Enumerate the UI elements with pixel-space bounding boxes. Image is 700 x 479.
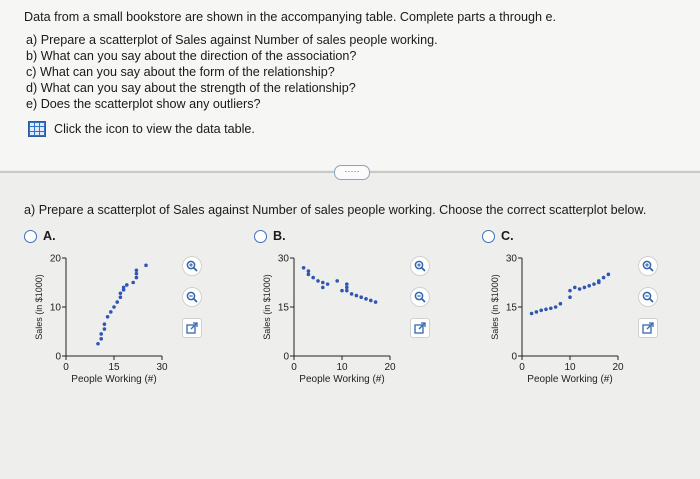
data-point xyxy=(345,282,349,286)
scatterplot-b xyxy=(258,250,408,400)
popout-icon xyxy=(414,322,426,334)
zoom-in-icon xyxy=(414,260,426,272)
zoom-out-icon xyxy=(186,291,198,303)
zoom-out-b-button[interactable] xyxy=(410,287,430,307)
data-point xyxy=(602,276,606,280)
data-point xyxy=(135,268,139,272)
x-tick-label: 0 xyxy=(291,362,297,373)
x-axis-label: People Working (#) xyxy=(71,374,157,385)
y-axis-label: Sales (in $1000) xyxy=(262,274,272,340)
data-point xyxy=(135,276,139,280)
question-a: a) Prepare a scatterplot of Sales against Number of sales people working. xyxy=(26,33,438,47)
data-point xyxy=(559,302,563,306)
x-tick-label: 20 xyxy=(612,362,624,373)
x-tick-label: 0 xyxy=(519,362,525,373)
data-point xyxy=(355,294,359,298)
data-point xyxy=(307,269,311,273)
data-point xyxy=(307,273,311,277)
option-c-label: C. xyxy=(501,229,514,243)
popout-b-button[interactable] xyxy=(410,318,430,338)
data-point xyxy=(103,327,107,331)
x-tick-label: 10 xyxy=(564,362,576,373)
zoom-out-icon xyxy=(642,291,654,303)
expand-more-button[interactable]: ····· xyxy=(334,165,370,180)
data-point xyxy=(96,342,100,346)
scatterplot-a xyxy=(30,250,180,400)
option-a-radio[interactable] xyxy=(24,230,37,243)
data-point xyxy=(109,310,113,314)
x-tick-label: 30 xyxy=(156,362,168,373)
data-point xyxy=(103,322,107,326)
data-point xyxy=(122,286,126,290)
data-point xyxy=(302,266,306,270)
question-c: c) What can you say about the form of the relationship? xyxy=(26,65,335,79)
popout-a-button[interactable] xyxy=(182,318,202,338)
option-b-label: B. xyxy=(273,229,286,243)
option-a-label: A. xyxy=(43,229,56,243)
option-b-radio[interactable] xyxy=(254,230,267,243)
data-point xyxy=(345,289,349,293)
question-d: d) What can you say about the strength of the relationship? xyxy=(26,81,356,95)
data-point xyxy=(359,295,363,299)
data-point xyxy=(321,281,325,285)
question-panel xyxy=(0,0,700,170)
data-point xyxy=(321,286,325,290)
data-point xyxy=(112,305,116,309)
y-tick-label: 20 xyxy=(49,253,61,265)
data-point xyxy=(578,287,582,291)
zoom-out-c-button[interactable] xyxy=(638,287,658,307)
data-point xyxy=(340,289,344,293)
data-point xyxy=(592,282,596,286)
option-c-radio[interactable] xyxy=(482,230,495,243)
x-tick-label: 15 xyxy=(108,362,120,373)
option-c[interactable] xyxy=(482,229,514,243)
popout-c-button[interactable] xyxy=(638,318,658,338)
data-point xyxy=(607,273,611,277)
data-point xyxy=(106,315,110,319)
data-table-icon[interactable] xyxy=(28,121,46,137)
y-tick-label: 0 xyxy=(511,351,517,363)
intro-text: Data from a small bookstore are shown in the accompanying table. Complete parts a through e. xyxy=(24,10,557,24)
zoom-out-a-button[interactable] xyxy=(182,287,202,307)
data-point xyxy=(369,299,373,303)
y-axis-label: Sales (in $1000) xyxy=(490,274,500,340)
y-tick-label: 30 xyxy=(505,253,517,265)
data-point xyxy=(544,307,548,311)
data-point xyxy=(587,284,591,288)
data-point xyxy=(326,282,330,286)
y-tick-label: 30 xyxy=(277,253,289,265)
data-point xyxy=(554,305,558,309)
data-point xyxy=(135,272,139,276)
data-point xyxy=(125,283,129,287)
popout-icon xyxy=(642,322,654,334)
data-point xyxy=(350,292,354,296)
y-tick-label: 0 xyxy=(283,351,289,363)
zoom-in-icon xyxy=(186,260,198,272)
data-point xyxy=(144,264,148,268)
data-point xyxy=(364,297,368,301)
data-point xyxy=(374,300,378,304)
data-point xyxy=(568,295,572,299)
y-tick-label: 15 xyxy=(277,302,289,314)
data-point xyxy=(345,286,349,290)
x-tick-label: 10 xyxy=(336,362,348,373)
data-point xyxy=(99,337,103,341)
zoom-out-icon xyxy=(414,291,426,303)
zoom-in-c-button[interactable] xyxy=(638,256,658,276)
data-point xyxy=(99,332,103,336)
part-a-prompt: a) Prepare a scatterplot of Sales against Number of sales people working. Choose the correct scatterplot below. xyxy=(24,203,647,217)
zoom-in-icon xyxy=(642,260,654,272)
y-tick-label: 0 xyxy=(55,351,61,363)
option-b[interactable] xyxy=(254,229,286,243)
question-b: b) What can you say about the direction of the association? xyxy=(26,49,357,63)
option-a[interactable] xyxy=(24,229,56,243)
x-axis-label: People Working (#) xyxy=(299,374,385,385)
data-point xyxy=(115,300,119,304)
scatterplot-c xyxy=(486,250,636,400)
question-e: e) Does the scatterplot show any outliers? xyxy=(26,97,261,111)
y-tick-label: 10 xyxy=(49,302,61,314)
zoom-in-a-button[interactable] xyxy=(182,256,202,276)
data-point xyxy=(131,281,135,285)
data-point xyxy=(583,286,587,290)
data-point xyxy=(119,291,123,295)
y-tick-label: 15 xyxy=(505,302,517,314)
y-axis-label: Sales (in $1000) xyxy=(34,274,44,340)
data-point xyxy=(335,279,339,283)
zoom-in-b-button[interactable] xyxy=(410,256,430,276)
data-point xyxy=(119,295,123,299)
x-tick-label: 20 xyxy=(384,362,396,373)
data-table-link-label: Click the icon to view the data table. xyxy=(54,122,255,136)
data-point xyxy=(568,289,572,293)
data-point xyxy=(549,307,553,311)
data-point xyxy=(535,310,539,314)
data-point xyxy=(573,286,577,290)
data-point xyxy=(311,276,315,280)
data-table-link[interactable] xyxy=(28,121,255,137)
data-point xyxy=(597,279,601,283)
popout-icon xyxy=(186,322,198,334)
data-point xyxy=(539,308,543,312)
data-point xyxy=(316,279,320,283)
x-axis-label: People Working (#) xyxy=(527,374,613,385)
data-point xyxy=(530,312,534,316)
x-tick-label: 0 xyxy=(63,362,69,373)
